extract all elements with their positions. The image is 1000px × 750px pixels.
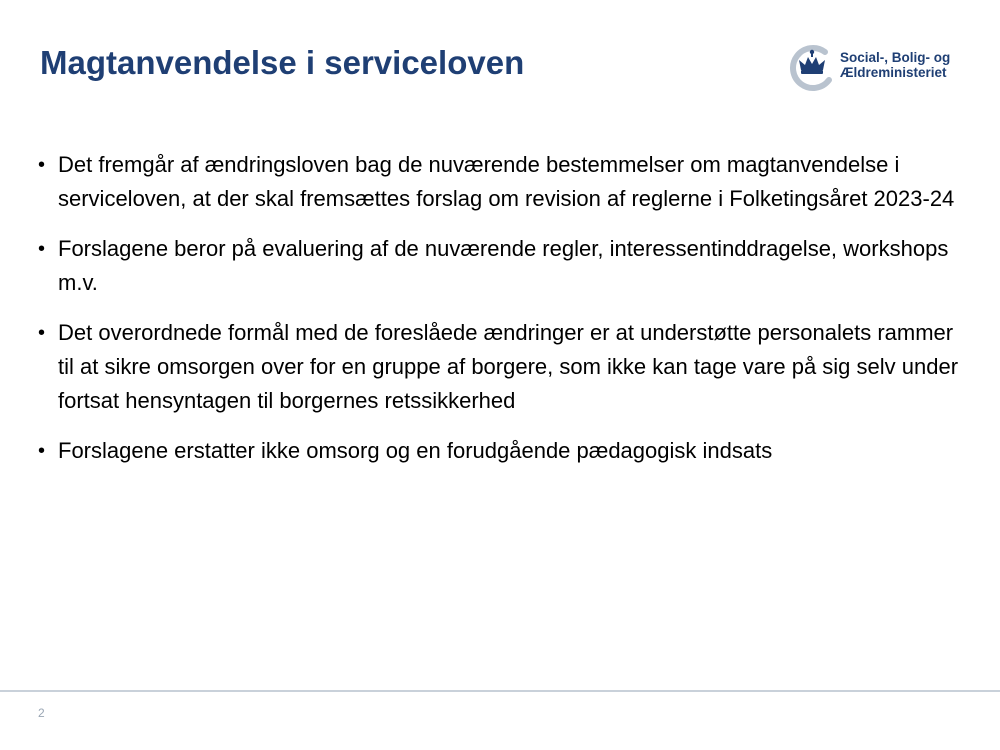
slide-title: Magtanvendelse i serviceloven: [40, 44, 525, 81]
bullet-list: [38, 148, 968, 484]
bullet-item: [38, 148, 968, 216]
bullet-marker: •: [38, 238, 46, 260]
crown-crest-icon: [785, 40, 837, 92]
bullet-text: Forslagene erstatter ikke omsorg og en forudgående pædagogisk indsats: [58, 438, 773, 463]
bullet-marker: •: [38, 154, 46, 176]
page-number: 2: [38, 706, 45, 720]
bullet-text: Det overordnede formål med de foreslåede ændringer er at understøtte personalets rammer til at sikre omsorgen over for en gruppe af borgere, som ikke kan tage vare på sig selv under fortsat hensyntagen til borgernes retssikkerhed: [58, 320, 959, 413]
logo-wordmark: [840, 50, 950, 80]
footer-divider: [0, 690, 1000, 692]
logo-line-1: Social-, Bolig- og: [840, 50, 951, 65]
bullet-text: Forslagene beror på evaluering af de nuværende regler, interessentinddragelse, workshops m.v.: [58, 236, 949, 295]
bullet-text: Det fremgår af ændringsloven bag de nuværende bestemmelser om magtanvendelse i serviceloven, at der skal fremsættes forslag om revision af reglerne i Folketingsåret 2023-24: [58, 152, 955, 211]
bullet-item: [38, 434, 968, 468]
ministry-logo: [785, 40, 975, 92]
bullet-item: [38, 232, 968, 300]
bullet-marker: •: [38, 322, 46, 344]
bullet-item: [38, 316, 968, 418]
bullet-marker: •: [38, 440, 46, 462]
logo-line-2: Ældreministeriet: [840, 65, 947, 80]
